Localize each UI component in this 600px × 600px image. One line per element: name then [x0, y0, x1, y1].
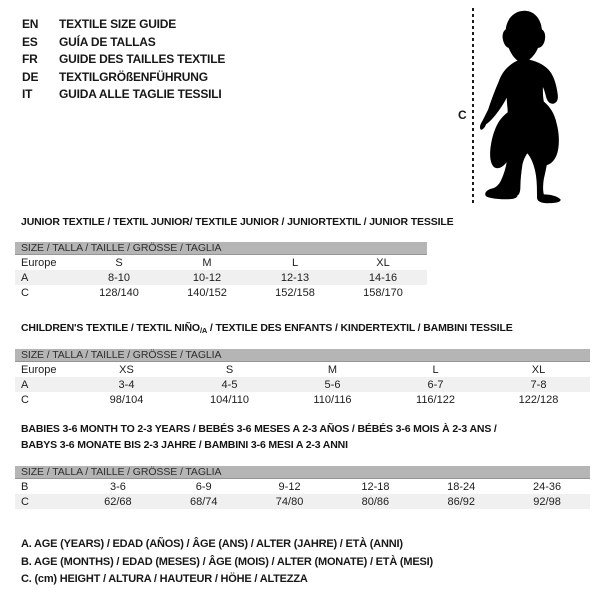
height-cell: 158/170 — [363, 286, 403, 299]
table-row-age — [15, 270, 427, 285]
height-measure-dashed-line — [472, 8, 474, 205]
row-label: C — [21, 286, 29, 299]
height-cell: 62/68 — [104, 495, 132, 508]
guide-title: GUIDE DES TAILLES TEXTILE — [59, 52, 226, 66]
height-cell: 74/80 — [275, 495, 304, 508]
language-header — [22, 16, 225, 104]
lang-code: FR — [22, 52, 38, 66]
row-label: C — [21, 495, 29, 508]
size-cell: XL — [376, 256, 390, 269]
height-cell: 128/140 — [99, 286, 139, 299]
junior-table-title: JUNIOR TEXTILE / TEXTIL JUNIOR/ TEXTILE JUNIOR / JUNIORTEXTIL / JUNIOR TESSILE — [21, 216, 454, 228]
table-row-height — [15, 392, 590, 407]
row-label: B — [21, 480, 29, 493]
height-cell: 152/158 — [275, 286, 315, 299]
babies-table-title — [21, 421, 497, 453]
children-table-title — [21, 321, 513, 338]
lang-row-fr — [22, 51, 225, 69]
age-cell: 6-9 — [195, 480, 212, 493]
table-row-europe — [15, 255, 427, 270]
children-title-text: / TEXTILE DES ENFANTS / KINDERTEXTIL / BAMBINI TESSILE — [207, 322, 513, 334]
children-title-subscript: /A — [199, 326, 208, 335]
lang-row-en — [22, 16, 225, 34]
size-cell: S — [225, 363, 234, 376]
age-cell: 12-13 — [280, 271, 310, 284]
age-cell: 7-8 — [530, 378, 547, 391]
height-cell: 98/104 — [109, 393, 144, 406]
size-table-junior — [15, 242, 427, 300]
guide-title: TEXTILGRÖßENFÜHRUNG — [59, 69, 208, 84]
height-marker-label: C — [458, 108, 467, 122]
age-cell: 14-16 — [368, 271, 398, 284]
size-cell: XL — [531, 363, 546, 376]
guide-title: GUÍA DE TALLAS — [59, 34, 156, 49]
height-cell: 86/92 — [447, 495, 475, 508]
height-cell: 140/152 — [187, 286, 227, 299]
size-cell: XS — [119, 363, 134, 376]
age-cell: 8-10 — [107, 271, 131, 284]
age-cell: 5-6 — [324, 378, 341, 391]
age-cell: 24-36 — [532, 480, 562, 493]
footnote-height: C. (cm) HEIGHT / ALTURA / HAUTEUR / HÖHE / ALTEZZA — [21, 573, 308, 585]
lang-row-it — [22, 86, 225, 104]
table-row-height — [15, 494, 590, 509]
size-header-bar: SIZE / TALLA / TAILLE / GRÖSSE / TAGLIA — [15, 466, 590, 479]
size-cell: M — [202, 256, 212, 269]
row-label: Europe — [21, 363, 57, 376]
lang-code: IT — [22, 87, 33, 101]
row-label: A — [21, 378, 29, 391]
lang-row-es — [22, 34, 225, 52]
children-title-text: CHILDREN'S TEXTILE / TEXTIL NIÑO — [21, 322, 200, 334]
lang-row-de — [22, 69, 225, 87]
height-cell: 68/74 — [189, 495, 218, 508]
age-cell: 6-7 — [427, 378, 444, 391]
age-cell: 10-12 — [192, 271, 222, 284]
babies-title-line2: BABYS 3-6 MONATE BIS 2-3 JAHRE / BAMBINI 3-6 MESI A 2-3 ANNI — [21, 439, 348, 451]
lang-code: DE — [22, 69, 39, 84]
size-table-children — [15, 349, 590, 407]
height-cell: 110/116 — [313, 393, 352, 406]
height-cell: 80/86 — [361, 495, 390, 508]
guide-title: TEXTILE SIZE GUIDE — [59, 17, 177, 31]
age-cell: 3-6 — [109, 480, 126, 493]
footnote-age-months: B. AGE (MONTHS) / EDAD (MESES) / ÂGE (MOIS) / ALTER (MONATE) / ETÀ (MESI) — [21, 555, 433, 568]
size-cell: L — [432, 363, 439, 376]
footnote-age-years: A. AGE (YEARS) / EDAD (AÑOS) / ÂGE (ANS) / ALTER (JAHRE) / ETÀ (ANNI) — [21, 538, 403, 550]
size-cell: M — [327, 363, 338, 376]
lang-code: ES — [22, 34, 38, 49]
size-cell: L — [291, 256, 299, 269]
row-label: Europe — [21, 256, 57, 269]
age-cell: 3-4 — [118, 378, 135, 391]
age-cell: 4-5 — [221, 378, 238, 391]
toddler-silhouette-icon — [478, 2, 596, 212]
size-header-bar: SIZE / TALLA / TAILLE / GRÖSSE / TAGLIA — [15, 349, 590, 362]
table-row-age-months — [15, 479, 590, 494]
size-table-babies — [15, 466, 590, 509]
table-row-europe — [15, 362, 590, 377]
legend-footnotes — [21, 536, 433, 589]
height-cell: 116/122 — [416, 393, 455, 406]
age-cell: 9-12 — [278, 480, 301, 493]
age-cell: 12-18 — [361, 480, 390, 493]
row-label: A — [21, 271, 29, 284]
row-label: C — [21, 393, 29, 406]
age-cell: 18-24 — [447, 480, 476, 493]
guide-title: GUIDA ALLE TAGLIE TESSILI — [59, 87, 222, 101]
table-row-height — [15, 285, 427, 300]
height-cell: 92/98 — [533, 495, 561, 508]
size-header-bar: SIZE / TALLA / TAILLE / GRÖSSE / TAGLIA — [15, 242, 427, 255]
height-cell: 122/128 — [518, 393, 559, 406]
babies-title-line1: BABIES 3-6 MONTH TO 2-3 YEARS / BEBÉS 3-6 MESES A 2-3 AÑOS / BÉBÉS 3-6 MOIS À 2-3 ANS / — [21, 423, 497, 435]
table-row-age — [15, 377, 590, 392]
size-cell: S — [115, 256, 123, 269]
height-cell: 104/110 — [210, 393, 249, 406]
lang-code: EN — [22, 17, 39, 31]
